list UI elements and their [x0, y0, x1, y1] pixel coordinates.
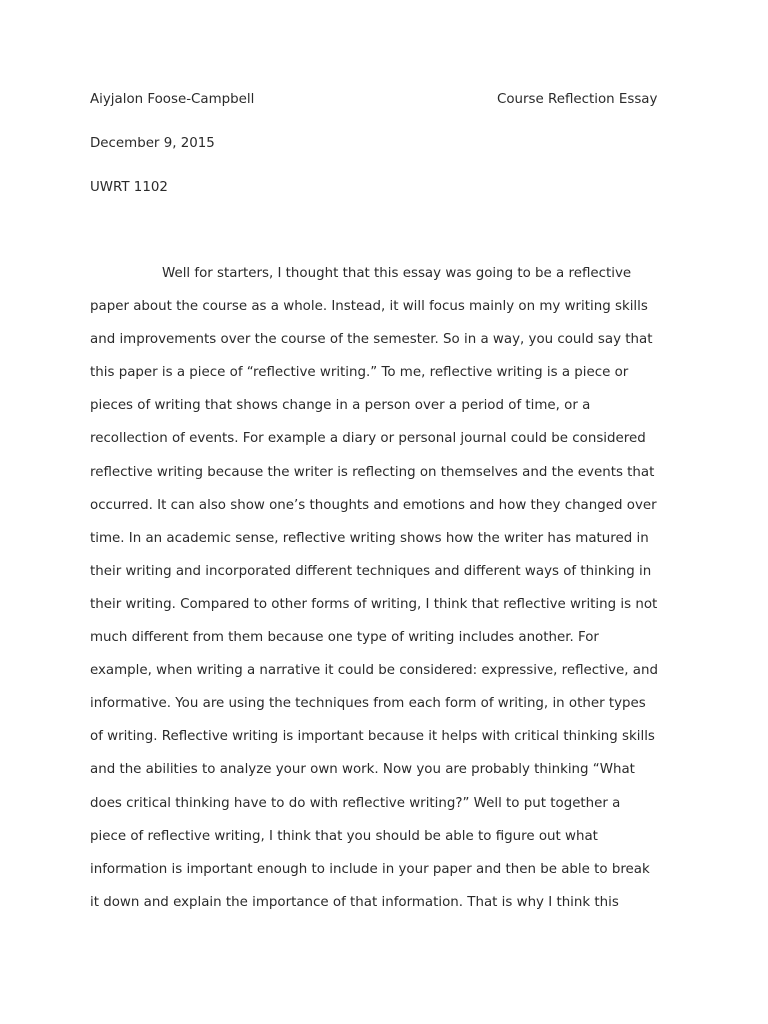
body-line: does critical thinking have to do with reflective writing?” Well to put together a	[90, 795, 621, 811]
body-line: example, when writing a narrative it could be considered: expressive, reflective, and	[90, 663, 658, 679]
body-line: it down and explain the importance of that information. That is why I think this	[90, 894, 619, 910]
body-line: Well for starters, I thought that this essay was going to be a reflective	[162, 266, 632, 281]
body-line: occurred. It can also show one’s thoughts and emotions and how they changed over	[90, 497, 657, 513]
author-name: Aiyjalon Foose-Campbell	[90, 92, 255, 107]
body-line: time. In an academic sense, reflective writing shows how the writer has matured in	[90, 530, 649, 546]
body-line: much different from them because one type of writing includes another. For	[90, 630, 599, 646]
body-line: informative. You are using the techniques from each form of writing, in other types	[90, 696, 646, 712]
body-line: reflective writing because the writer is reflecting on themselves and the events that	[90, 464, 655, 480]
document-date: December 9, 2015	[90, 136, 215, 151]
body-line: and the abilities to analyze your own work. Now you are probably thinking “What	[90, 762, 635, 778]
course-code: UWRT 1102	[90, 180, 168, 195]
body-line: pieces of writing that shows change in a person over a period of time, or a	[90, 398, 591, 414]
body-line: paper about the course as a whole. Instead, it will focus mainly on my writing skills	[90, 299, 648, 315]
body-line: their writing and incorporated different techniques and different ways of thinking in	[90, 563, 652, 579]
body-line: piece of reflective writing, I think that you should be able to figure out what	[90, 828, 598, 844]
document-title: Course Reflection Essay	[497, 92, 658, 107]
body-line: their writing. Compared to other forms of writing, I think that reflective writing is not	[90, 596, 658, 612]
essay-body	[90, 265, 690, 927]
body-line: this paper is a piece of “reflective writing.” To me, reflective writing is a piece or	[90, 365, 629, 381]
body-line: of writing. Reflective writing is important because it helps with critical thinking skills	[90, 729, 655, 745]
body-line: and improvements over the course of the semester. So in a way, you could say that	[90, 332, 653, 348]
body-line: information is important enough to include in your paper and then be able to break	[90, 861, 650, 877]
body-line: recollection of events. For example a diary or personal journal could be considered	[90, 431, 646, 447]
